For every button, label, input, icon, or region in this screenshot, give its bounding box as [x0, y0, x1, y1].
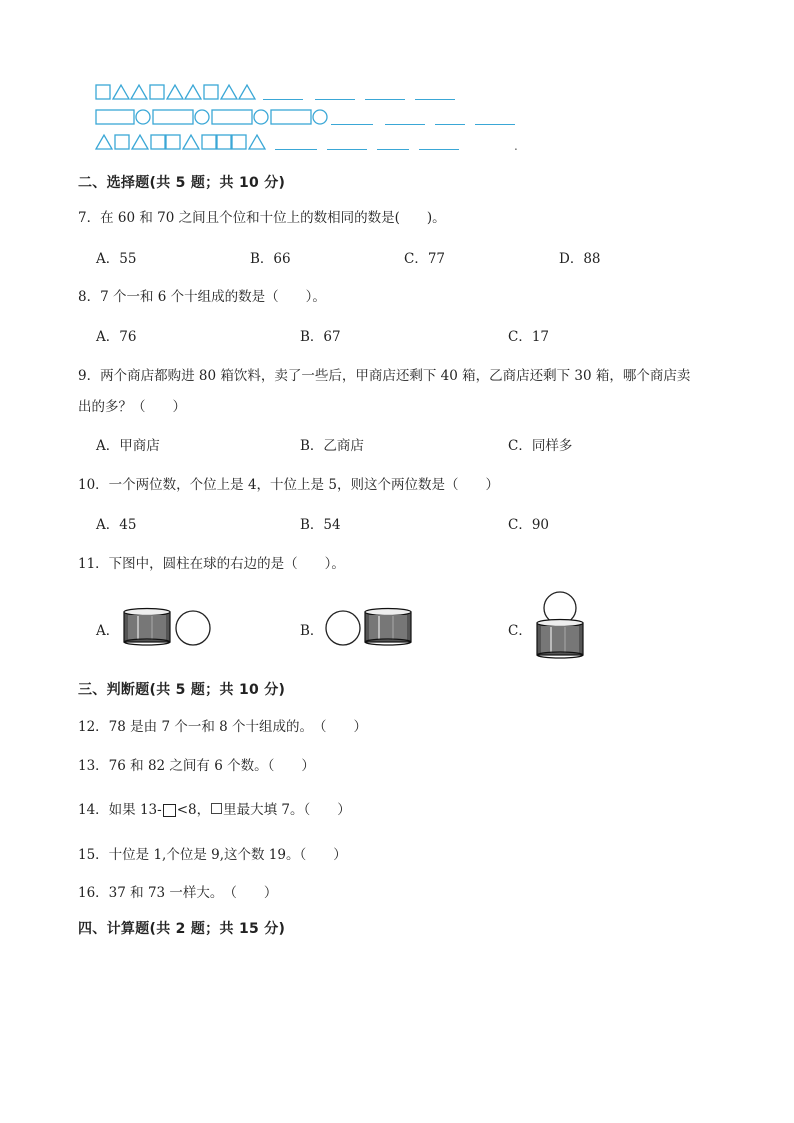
ball-icon [176, 611, 210, 645]
q11-figure-b [325, 607, 417, 647]
q8-option-b[interactable]: B．67 [300, 329, 341, 345]
pattern-shapes-3 [95, 132, 535, 154]
pattern-row-2 [95, 107, 535, 129]
q7-option-b[interactable]: B．66 [250, 251, 291, 267]
section-title-judgement: 三、判断题(共 5 题；共 10 分) [78, 682, 286, 698]
q8-option-c[interactable]: C．17 [508, 329, 550, 345]
question-11: 11．下图中，圆柱在球的右边的是（ ）。 [78, 556, 345, 572]
q7-option-d[interactable]: D．88 [559, 251, 601, 267]
cylinder-icon [537, 620, 583, 659]
pattern-row-3 [95, 132, 535, 154]
section-title-calculation: 四、计算题(共 2 题；共 15 分) [78, 921, 286, 937]
question-13: 13．76 和 82 之间有 6 个数。（ ） [78, 758, 315, 774]
blank-box-icon [163, 804, 176, 817]
answer-blank[interactable] [275, 149, 317, 150]
answer-blank[interactable] [327, 149, 367, 150]
q14-text-post: <8， [176, 802, 211, 818]
q11-option-a[interactable]: A． [96, 623, 120, 639]
question-8: 8．7 个一和 6 个十组成的数是（ ）。 [78, 289, 326, 305]
pattern-row-1 [95, 82, 535, 104]
answer-blank[interactable] [435, 124, 465, 125]
question-14 [78, 798, 351, 818]
q10-option-c[interactable]: C．90 [508, 517, 550, 533]
pattern-shapes-2 [95, 107, 535, 129]
question-15: 15．十位是 1,个位是 9,这个数 19。（ ） [78, 847, 347, 863]
answer-blank[interactable] [475, 124, 515, 125]
ball-icon [326, 611, 360, 645]
blank-box-icon [211, 803, 222, 814]
question-10: 10．一个两位数，个位上是 4，十位上是 5，则这个两位数是（ ） [78, 477, 499, 493]
section-title-choice: 二、选择题(共 5 题；共 10 分) [78, 175, 286, 191]
cylinder-icon [124, 609, 170, 646]
q11-option-c[interactable]: C． [508, 623, 532, 639]
q9-option-a[interactable]: A．甲商店 [96, 438, 160, 454]
q14-text-post2: 里最大填 7。（ ） [223, 802, 351, 818]
answer-blank[interactable] [419, 149, 459, 150]
q9-option-b[interactable]: B．乙商店 [300, 438, 364, 454]
q7-option-a[interactable]: A．55 [96, 251, 137, 267]
q10-option-a[interactable]: A．45 [96, 517, 137, 533]
answer-blank[interactable] [315, 99, 355, 100]
answer-blank[interactable] [263, 99, 303, 100]
q9-option-c[interactable]: C．同样多 [508, 438, 573, 454]
q7-option-c[interactable]: C．77 [404, 251, 446, 267]
trailing-mark: . [514, 139, 518, 153]
cylinder-icon [365, 609, 411, 646]
answer-blank[interactable] [331, 124, 373, 125]
question-9-line-2: 出的多？（ ） [78, 399, 186, 415]
q11-figure-a [122, 607, 214, 647]
question-7: 7．在 60 和 70 之间且个位和十位上的数相同的数是( )。 [78, 210, 446, 226]
pattern-shapes-1 [95, 82, 535, 104]
question-9-line-1: 9．两个商店都购进 80 箱饮料，卖了一些后，甲商店还剩下 40 箱，乙商店还剩下 30 箱，哪个商店卖 [78, 368, 691, 384]
q10-option-b[interactable]: B．54 [300, 517, 341, 533]
q14-text-pre: 14．如果 13- [78, 802, 162, 818]
q11-figure-c [535, 591, 587, 661]
answer-blank[interactable] [385, 124, 425, 125]
question-16: 16．37 和 73 一样大。 （ ） [78, 885, 278, 901]
answer-blank[interactable] [377, 149, 409, 150]
answer-blank[interactable] [365, 99, 405, 100]
question-12: 12．78 是由 7 个一和 8 个十组成的。 （ ） [78, 719, 367, 735]
q11-option-b[interactable]: B． [300, 623, 324, 639]
q8-option-a[interactable]: A．76 [96, 329, 137, 345]
answer-blank[interactable] [415, 99, 455, 100]
